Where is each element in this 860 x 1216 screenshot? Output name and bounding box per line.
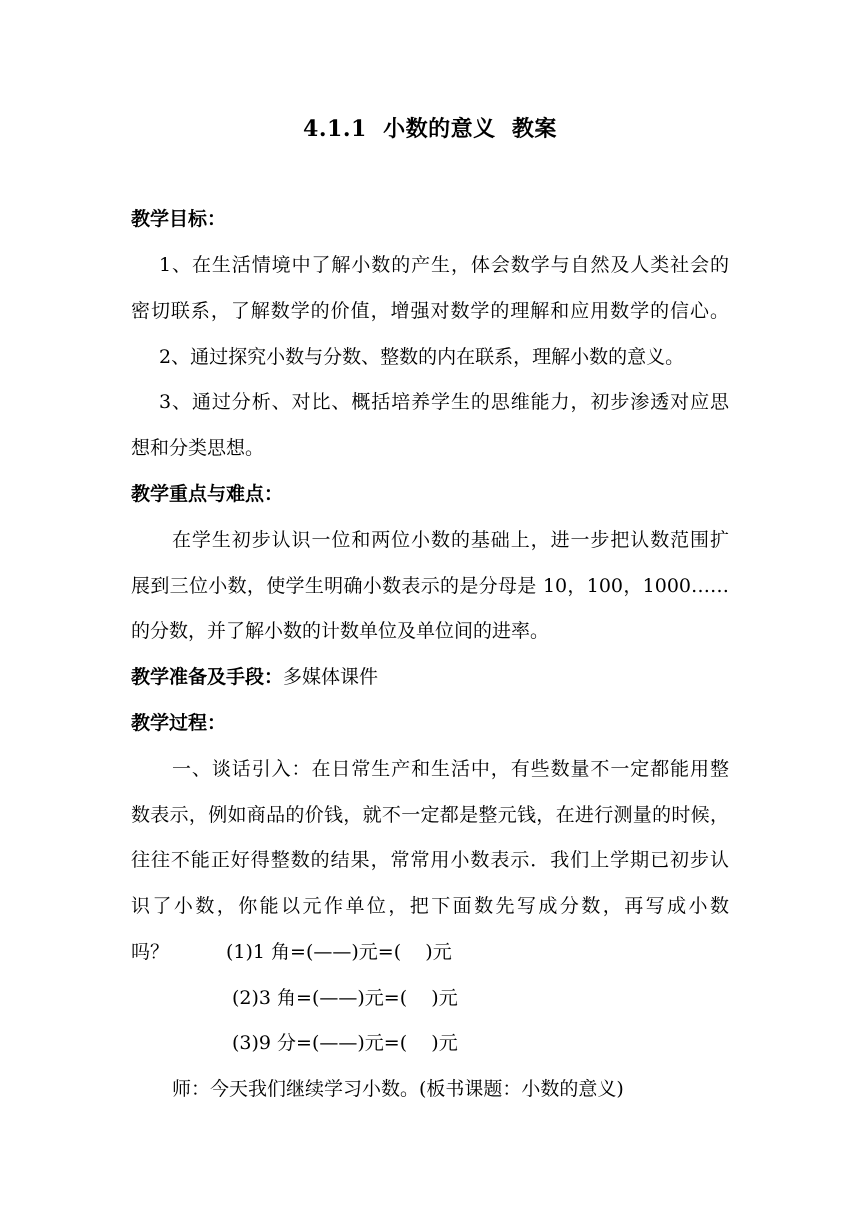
key-points-line-3: 的分数，并了解小数的计数单位及单位间的进率。 bbox=[131, 620, 550, 642]
key-points-line-2: 展到三位小数，使学生明确小数表示的是分母是 10，100，1000…… bbox=[131, 575, 729, 597]
key-points-line-1: 在学生初步认识一位和两位小数的基础上，进一步把认数范围扩 bbox=[172, 529, 729, 551]
objective-1-line-1: 1、在生活情境中了解小数的产生，体会数学与自然及人类社会的 bbox=[159, 254, 729, 276]
teacher-line: 师：今天我们继续学习小数。(板书课题：小数的意义) bbox=[172, 1078, 624, 1100]
objective-3-line-2: 想和分类思想。 bbox=[131, 437, 265, 459]
formula-2: (2)3 角=(——)元=( )元 bbox=[232, 987, 458, 1009]
process-line-5-prefix: 吗？ bbox=[131, 941, 170, 963]
process-line-2: 数表示，例如商品的价钱，就不一定都是整元钱，在进行测量的时候， bbox=[131, 804, 729, 826]
objective-3-line-1: 3、通过分析、对比、概括培养学生的思维能力，初步渗透对应思 bbox=[159, 391, 729, 413]
formula-3: (3)9 分=(——)元=( )元 bbox=[232, 1032, 458, 1054]
formula-1: (1)1 角=(——)元=( )元 bbox=[226, 941, 452, 963]
preparation-line bbox=[131, 665, 378, 689]
process-line-3: 往往不能正好得整数的结果，常常用小数表示．我们上学期已初步认 bbox=[131, 849, 729, 871]
preparation-heading: 教学准备及手段： bbox=[131, 666, 284, 688]
process-heading: 教学过程： bbox=[131, 712, 227, 734]
preparation-value: 多媒体课件 bbox=[283, 666, 379, 688]
document-title: 4.1.1 小数的意义 教案 bbox=[303, 116, 557, 142]
objectives-heading: 教学目标： bbox=[131, 208, 227, 230]
process-line-1: 一、谈话引入：在日常生产和生活中，有些数量不一定都能用整 bbox=[172, 758, 729, 780]
objective-2: 2、通过探究小数与分数、整数的内在联系，理解小数的意义。 bbox=[159, 346, 685, 368]
process-line-4: 识了小数，你能以元作单位，把下面数先写成分数，再写成小数 bbox=[131, 895, 729, 917]
objective-1-line-2: 密切联系，了解数学的价值，增强对数学的理解和应用数学的信心。 bbox=[131, 300, 729, 322]
key-points-heading: 教学重点与难点： bbox=[131, 483, 284, 505]
